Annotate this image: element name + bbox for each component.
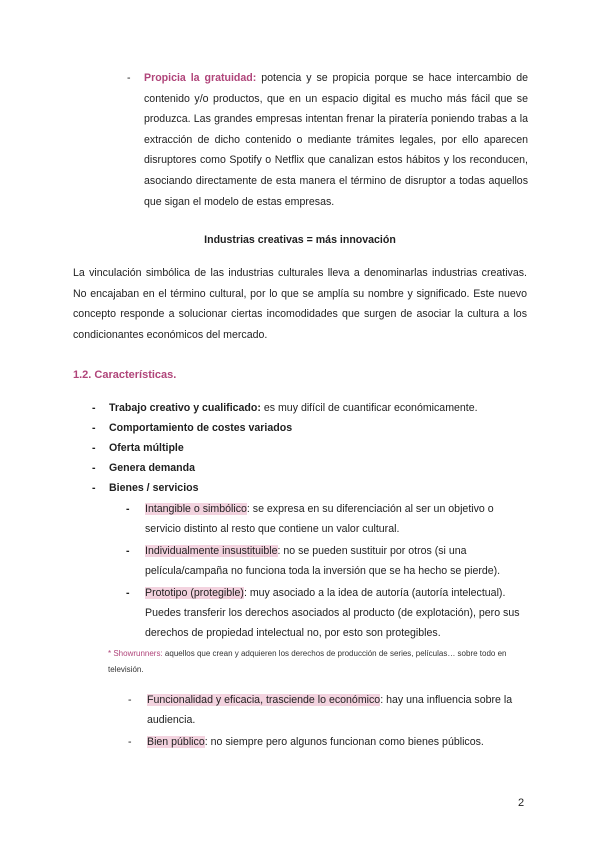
page-number: 2 xyxy=(518,797,525,809)
list-item: - Genera demanda xyxy=(92,462,195,474)
sublist-item: - Individualmente insustituible: no se pueden sustituir por otros (si una película/campaña no funciona toda la inversión que se ha hecho se pierde). xyxy=(126,545,501,577)
highlighted-term: Prototipo (protegible) xyxy=(145,587,244,599)
sublist-item: - Intangible o simbólico: se expresa en su diferenciación al ser un objetivo o servicio distinto al resto que contiene un valor cultural. xyxy=(126,503,494,535)
list-item: - Oferta múltiple xyxy=(92,442,184,454)
continued-list-item xyxy=(128,68,528,212)
list-item: - Bienes / servicios - Intangible o simbólico: se expresa en su diferenciación al ser un objetivo o servicio distinto al resto que contiene un valor cultural. - Individualmente insustituible: no se pueden sustituir por otros (si una película/campaña no funciona toda la inversión que se ha hecho se pierde). - Prototipo (protegible): muy asociado a la idea de autoría (autoría intelectual). Puedes transferir los derechos asociados al producto (de explotación), pero sus derechos de propiedad intelectual no, por esto son protegibles. xyxy=(92,478,532,643)
list-item: - Trabajo creativo y cualificado: es muy difícil de cuantificar económicamente. xyxy=(92,402,478,414)
goods-services-sublist xyxy=(126,499,532,643)
sublist-item: - Bien público: no siempre pero algunos funcionan como bienes públicos. xyxy=(128,736,484,748)
list-item-text: potencia y se propicia porque se hace intercambio de contenido y/o productos, que en un espacio digital es mucho más fácil que se produzca. Las grandes empresas intentan frenar la piratería poniendo trabas a la extracción de dicho contenido o mediante trámites legales, por ello aparecen disruptores como Spotify o Netflix que canalizan estos hábitos y los reconducen, asociando directamente de esta manera el término de disruptor a todas aquellos que sigan el modelo de estas empresas. xyxy=(144,72,528,208)
additional-list xyxy=(128,690,528,754)
highlighted-term: Individualmente insustituible xyxy=(145,545,278,557)
highlighted-term: Funcionalidad y eficacia, trasciende lo económico xyxy=(147,694,381,706)
list-item-term: Propicia la gratuidad: xyxy=(144,72,257,84)
footnote-head: * Showrunners: xyxy=(108,649,163,658)
characteristics-list xyxy=(92,398,532,645)
section-title: 1.2. Características. xyxy=(73,369,177,381)
subheading: Industrias creativas = más innovación xyxy=(204,234,396,246)
bullet-dash: - xyxy=(127,72,131,84)
sublist-item: - Prototipo (protegible): muy asociado a la idea de autoría (autoría intelectual). Puedes transferir los derechos asociados al producto (de explotación), pero sus derechos de propiedad intelectual no, por esto son protegibles. xyxy=(126,587,520,639)
sublist-item: - Funcionalidad y eficacia, trasciende lo económico: hay una influencia sobre la audiencia. xyxy=(128,694,513,726)
highlighted-term: Intangible o simbólico xyxy=(145,503,247,515)
list-item-body xyxy=(144,68,528,212)
body-paragraph: La vinculación simbólica de las industrias culturales lleva a denominarlas industrias creativas. No encajaban en el término cultural, por lo que se amplía su nombre y significado. Este nuevo concepto responde a solucionar ciertas incomodidades que surgen de asociar la cultura a los condicionantes económicos del mercado. xyxy=(73,267,527,341)
footnote xyxy=(108,646,526,678)
list-item: - Comportamiento de costes variados xyxy=(92,422,293,434)
footnote-text: aquellos que crean y adquieren los derechos de producción de series, películas… sobre todo en televisión. xyxy=(108,649,507,674)
highlighted-term: Bien público xyxy=(147,736,205,748)
